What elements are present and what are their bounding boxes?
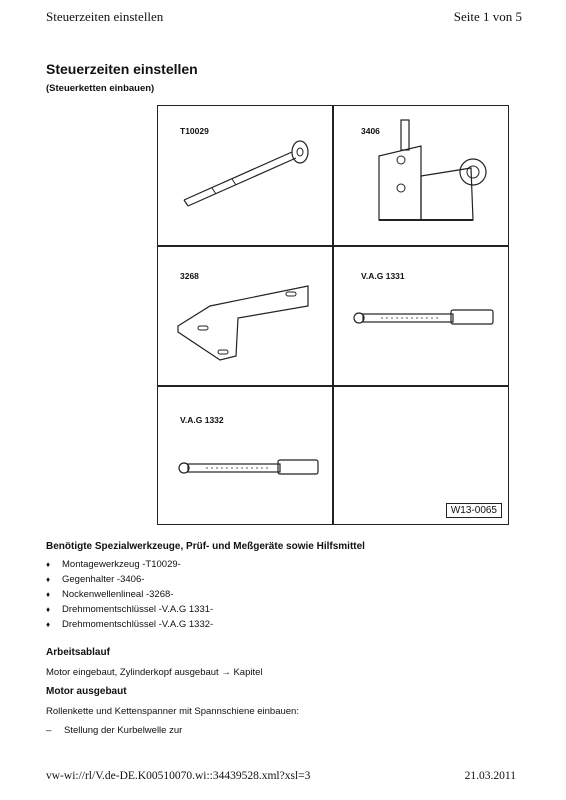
page-subtitle: (Steuerketten einbauen) xyxy=(46,83,155,94)
tool-cell-vag1331 xyxy=(333,246,508,385)
figure-reference-number: W13-0065 xyxy=(446,503,502,518)
tool-label-vag1331: V.A.G 1331 xyxy=(361,271,405,281)
tool-label-3406: 3406 xyxy=(361,126,380,136)
list-item: ♦ Drehmomentschlüssel -V.A.G 1331- xyxy=(46,604,214,615)
list-item: ♦ Drehmomentschlüssel -V.A.G 1332- xyxy=(46,619,214,630)
header-page-number: Seite 1 von 5 xyxy=(453,9,522,24)
list-item: ♦ Nockenwellenlineal -3268- xyxy=(46,589,174,600)
tool-label-3268: 3268 xyxy=(180,271,199,281)
tools-heading: Benötigte Spezialwerkzeuge, Prüf- und Meßgeräte sowie Hilfsmittel xyxy=(46,541,365,552)
bullet-icon: ♦ xyxy=(46,590,51,599)
bullet-icon: ♦ xyxy=(46,620,51,629)
tool-cell-vag1332 xyxy=(158,386,332,523)
list-item: ♦ Gegenhalter -3406- xyxy=(46,574,145,585)
figure-reference-cell xyxy=(333,386,508,523)
list-item: ♦ Montagewerkzeug -T10029- xyxy=(46,559,181,570)
dash-icon: – xyxy=(46,725,52,736)
assembly-tool-drawing xyxy=(172,132,322,212)
footer-date: 21.03.2011 xyxy=(464,770,516,782)
engine-removed-heading: Motor ausgebaut xyxy=(46,686,127,697)
procedure-instruction: Rollenkette und Kettenspanner mit Spannschiene einbauen: xyxy=(46,706,299,717)
tool-label-t10029: T10029 xyxy=(180,126,209,136)
tool-cell-3406 xyxy=(333,106,508,245)
torque-wrench-1332-drawing xyxy=(176,454,326,484)
header-document-title: Steuerzeiten einstellen xyxy=(46,9,164,24)
footer-url: vw-wi://rl/V.de-DE.K00510070.wi::34439528.xml?xsl=3 xyxy=(46,770,311,782)
special-tools-figure xyxy=(157,105,509,525)
bullet-icon: ♦ xyxy=(46,560,51,569)
procedure-step xyxy=(46,725,182,736)
tool-cell-3268 xyxy=(158,246,332,385)
tool-label-vag1332: V.A.G 1332 xyxy=(180,415,224,425)
camshaft-ruler-drawing xyxy=(168,276,328,366)
procedure-condition-link[interactable]: Motor eingebaut, Zylinderkopf ausgebaut → Kapitel xyxy=(46,667,263,678)
tool-cell-t10029 xyxy=(158,106,332,245)
torque-wrench-1331-drawing xyxy=(351,304,501,334)
procedure-heading: Arbeitsablauf xyxy=(46,647,110,658)
bullet-icon: ♦ xyxy=(46,605,51,614)
procedure-step-text: Stellung der Kurbelwelle zur xyxy=(64,725,183,736)
bullet-icon: ♦ xyxy=(46,575,51,584)
counter-holder-drawing xyxy=(361,116,501,231)
page-title: Steuerzeiten einstellen xyxy=(46,61,198,77)
tools-list xyxy=(46,557,213,632)
